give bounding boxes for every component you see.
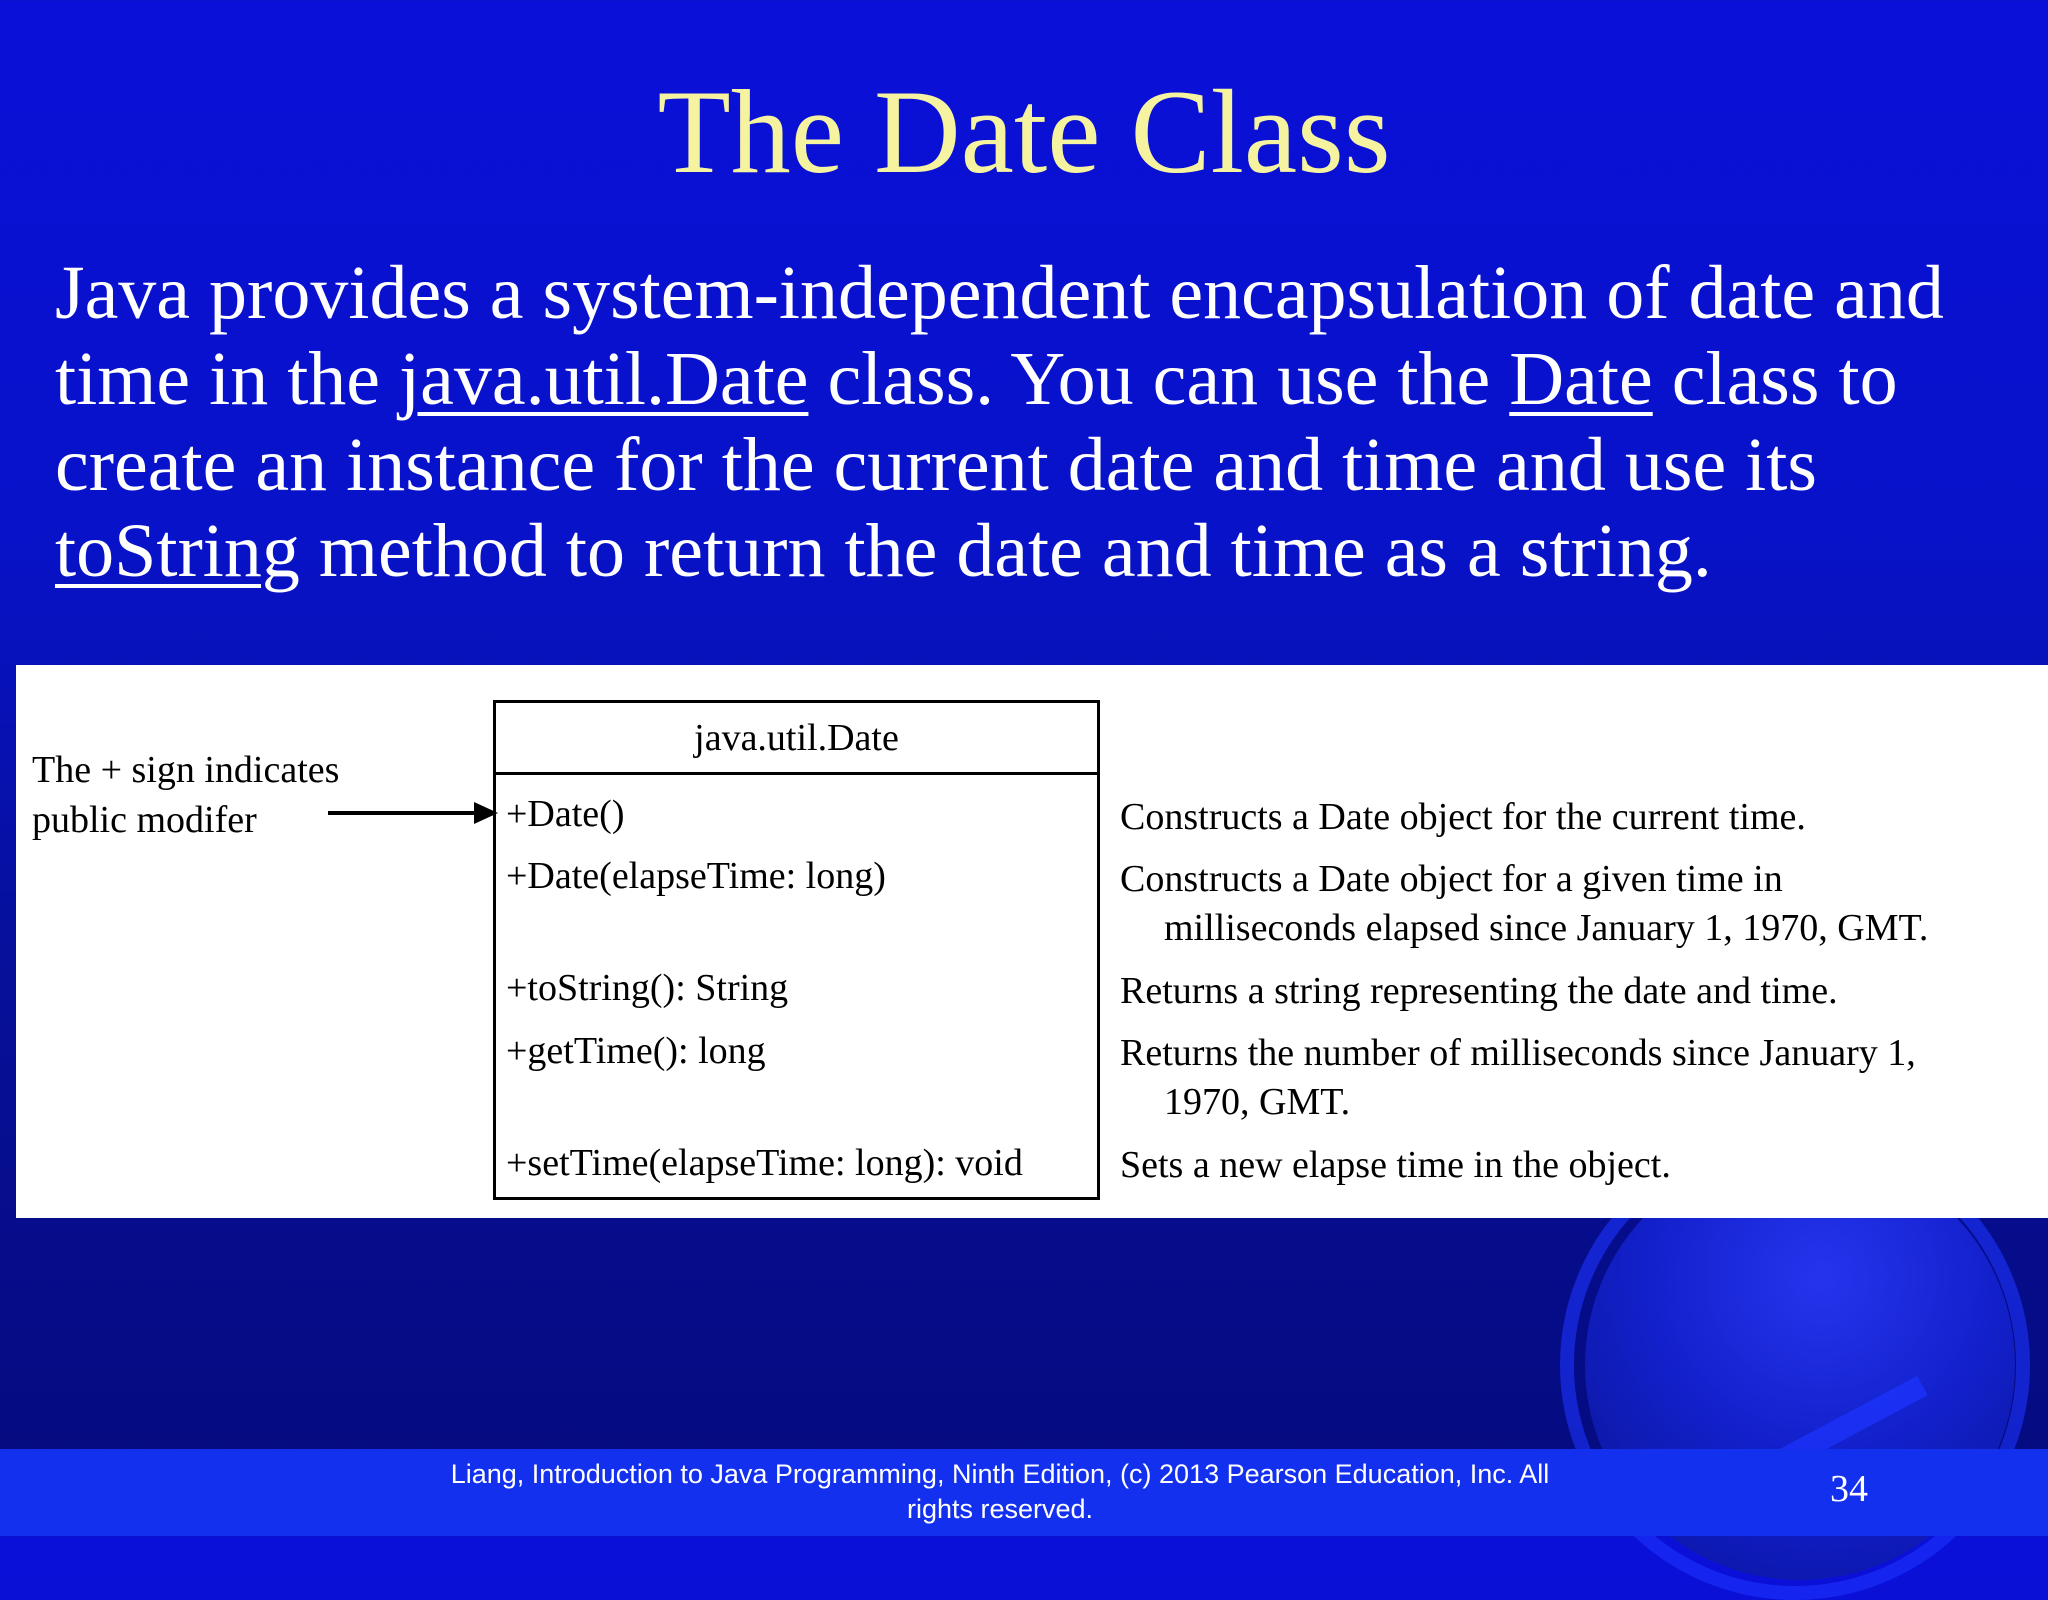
page-number: 34 bbox=[1830, 1468, 1868, 1510]
desc-line: Returns a string representing the date and time. bbox=[1120, 970, 1838, 1012]
desc-date-elapse-constructor bbox=[1120, 855, 1928, 953]
member-date-constructor: +Date() bbox=[506, 793, 625, 835]
uml-class-name: java.util.Date bbox=[496, 703, 1097, 775]
member-gettime: +getTime(): long bbox=[506, 1030, 766, 1072]
intro-text-3: class to create an instance for the current date and time and use its bbox=[55, 337, 1898, 507]
note-line-2: public modifer bbox=[32, 799, 257, 841]
desc-line: Sets a new elapse time in the object. bbox=[1120, 1144, 1671, 1186]
intro-text-4: method to return the date and time as a string. bbox=[299, 509, 1712, 593]
footer-citation bbox=[400, 1457, 1600, 1527]
slide-title: The Date Class bbox=[657, 65, 1391, 198]
citation-line-1: Liang, Introduction to Java Programming, Ninth Edition, (c) 2013 Pearson Education, Inc. All bbox=[450, 1459, 1550, 1489]
uml-class-box bbox=[493, 700, 1100, 1200]
plus-sign-note bbox=[32, 745, 432, 845]
member-tostring: +toString(): String bbox=[506, 967, 789, 1009]
desc-line: Constructs a Date object for a given time in bbox=[1120, 858, 1783, 900]
desc-line: Constructs a Date object for the current time. bbox=[1120, 796, 1806, 838]
desc-line-continued: milliseconds elapsed since January 1, 1970, GMT. bbox=[1164, 907, 1929, 949]
desc-line: Returns the number of milliseconds since January 1, bbox=[1120, 1032, 1916, 1074]
note-line-1: The + sign indicates bbox=[32, 749, 340, 791]
member-date-elapse-constructor: +Date(elapseTime: long) bbox=[506, 855, 886, 897]
desc-line-continued: 1970, GMT. bbox=[1164, 1081, 1351, 1123]
uml-diagram-panel bbox=[16, 665, 2048, 1218]
intro-text-1: Java provides a system-independent encapsulation of date and time in the bbox=[55, 251, 1944, 421]
arrow-icon bbox=[326, 798, 501, 828]
intro-paragraph bbox=[55, 250, 2035, 594]
desc-gettime bbox=[1120, 1029, 1916, 1127]
desc-date-constructor bbox=[1120, 793, 1806, 842]
desc-settime bbox=[1120, 1141, 1671, 1190]
date-link: Date bbox=[1509, 337, 1653, 421]
java-util-date-link: java.util.Date bbox=[399, 337, 809, 421]
desc-tostring bbox=[1120, 967, 1838, 1016]
footer-bar bbox=[0, 1449, 2048, 1536]
tostring-link: toString bbox=[55, 509, 300, 593]
member-settime: +setTime(elapseTime: long): void bbox=[506, 1142, 1023, 1184]
citation-line-2: rights reserved. bbox=[906, 1494, 1094, 1524]
intro-text-2: class. You can use the bbox=[808, 337, 1510, 421]
